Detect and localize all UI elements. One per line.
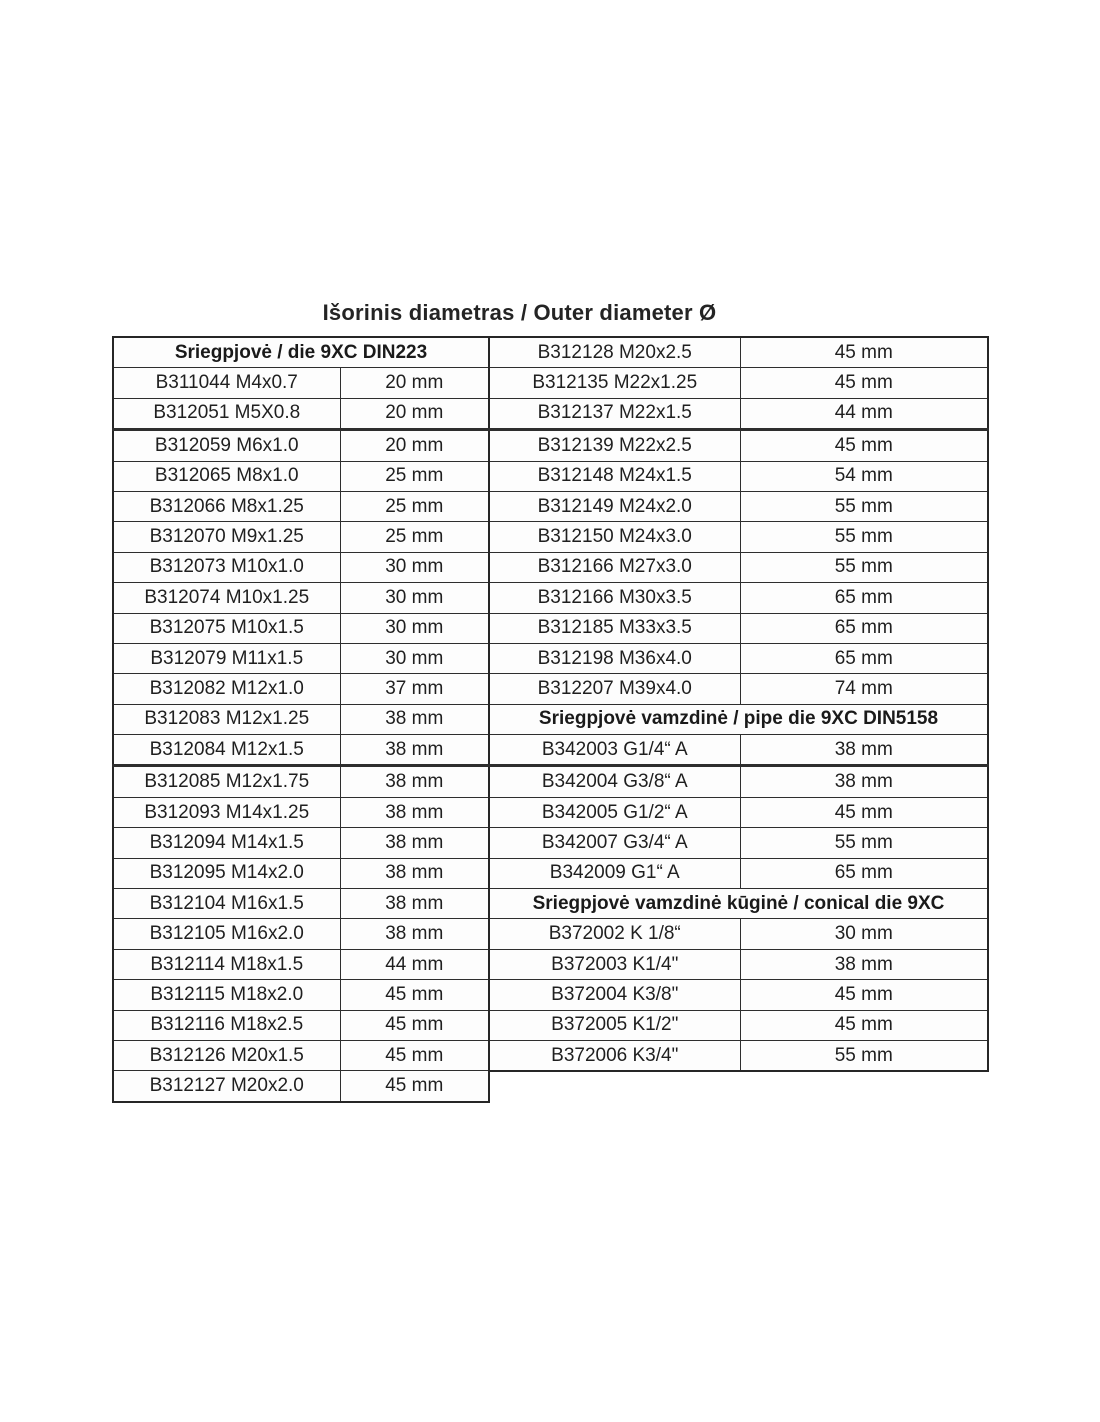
product-code-cell: B312074 M10x1.25 xyxy=(113,583,340,613)
table-row xyxy=(113,522,489,552)
diameter-cell: 45 mm xyxy=(740,797,988,827)
table-row xyxy=(489,398,988,429)
product-code-cell: B312207 M39x4.0 xyxy=(489,674,740,704)
product-code-cell: B312166 M30x3.5 xyxy=(489,583,740,613)
diameter-cell: 25 mm xyxy=(340,491,489,521)
product-code-cell: B312079 M11x1.5 xyxy=(113,643,340,673)
product-code-cell: B342009 G1“ A xyxy=(489,858,740,888)
table-row xyxy=(113,889,489,919)
product-code-cell: B312166 M27x3.0 xyxy=(489,552,740,582)
product-code-cell: B312085 M12x1.75 xyxy=(113,766,340,797)
table-row xyxy=(489,797,988,827)
diameter-cell: 65 mm xyxy=(740,583,988,613)
section-header-row xyxy=(113,337,489,368)
table-row xyxy=(113,552,489,582)
diameter-cell: 45 mm xyxy=(740,1010,988,1040)
diameter-cell: 25 mm xyxy=(340,522,489,552)
diameter-cell: 20 mm xyxy=(340,368,489,398)
table-row xyxy=(489,552,988,582)
product-code-cell: B312082 M12x1.0 xyxy=(113,674,340,704)
table-row xyxy=(113,797,489,827)
pipe-die-table-body xyxy=(489,337,988,1071)
diameter-cell: 55 mm xyxy=(740,828,988,858)
product-code-cell: B311044 M4x0.7 xyxy=(113,368,340,398)
page-title: Išorinis diametras / Outer diameter Ø xyxy=(322,300,717,325)
table-row xyxy=(113,1040,489,1070)
table-row xyxy=(113,735,489,766)
diameter-cell: 30 mm xyxy=(340,613,489,643)
table-row xyxy=(489,735,988,766)
table-row xyxy=(113,674,489,704)
table-row xyxy=(489,583,988,613)
metric-die-table-body xyxy=(113,337,489,1102)
table-row xyxy=(489,919,988,949)
section-header-label: Sriegpjovė vamzdinė / pipe die 9XC DIN5158 xyxy=(489,704,988,734)
table-row xyxy=(489,949,988,979)
diameter-cell: 55 mm xyxy=(740,491,988,521)
diameter-cell: 38 mm xyxy=(340,735,489,766)
product-code-cell: B312065 M8x1.0 xyxy=(113,461,340,491)
product-code-cell: B312127 M20x2.0 xyxy=(113,1071,340,1102)
diameter-cell: 44 mm xyxy=(740,398,988,429)
table-row xyxy=(489,674,988,704)
product-code-cell: B312095 M14x2.0 xyxy=(113,858,340,888)
table-row xyxy=(113,613,489,643)
pipe-die-table xyxy=(488,336,989,1072)
metric-die-table xyxy=(112,336,490,1103)
diameter-cell: 45 mm xyxy=(740,980,988,1010)
diameter-cell: 45 mm xyxy=(740,368,988,398)
diameter-cell: 20 mm xyxy=(340,398,489,429)
section-header-label: Sriegpjovė / die 9XC DIN223 xyxy=(113,337,489,368)
product-code-cell: B312084 M12x1.5 xyxy=(113,735,340,766)
diameter-cell: 38 mm xyxy=(740,735,988,766)
product-code-cell: B312115 M18x2.0 xyxy=(113,980,340,1010)
table-row xyxy=(489,1040,988,1071)
catalog-diameter-section xyxy=(112,300,987,1103)
product-code-cell: B372005 K1/2" xyxy=(489,1010,740,1040)
diameter-cell: 37 mm xyxy=(340,674,489,704)
product-code-cell: B312051 M5X0.8 xyxy=(113,398,340,429)
table-row xyxy=(113,766,489,797)
table-row xyxy=(113,949,489,979)
product-code-cell: B312128 M20x2.5 xyxy=(489,337,740,368)
table-row xyxy=(113,1071,489,1102)
diameter-cell: 45 mm xyxy=(340,1010,489,1040)
diameter-cell: 30 mm xyxy=(340,552,489,582)
diameter-cell: 25 mm xyxy=(340,461,489,491)
product-code-cell: B372004 K3/8" xyxy=(489,980,740,1010)
section-header-label: Sriegpjovė vamzdinė kūginė / conical die 9XC xyxy=(489,889,988,919)
table-row xyxy=(489,337,988,368)
table-row xyxy=(489,1010,988,1040)
diameter-cell: 30 mm xyxy=(340,583,489,613)
table-row xyxy=(489,522,988,552)
diameter-cell: 55 mm xyxy=(740,1040,988,1071)
product-code-cell: B342003 G1/4“ A xyxy=(489,735,740,766)
table-row xyxy=(489,430,988,461)
diameter-cell: 38 mm xyxy=(340,919,489,949)
section-header-row xyxy=(489,704,988,734)
diameter-cell: 38 mm xyxy=(740,949,988,979)
product-code-cell: B342005 G1/2“ A xyxy=(489,797,740,827)
diameter-cell: 38 mm xyxy=(340,889,489,919)
table-row xyxy=(113,858,489,888)
diameter-cell: 45 mm xyxy=(340,1071,489,1102)
table-row xyxy=(113,704,489,734)
diameter-cell: 30 mm xyxy=(340,643,489,673)
diameter-cell: 38 mm xyxy=(340,828,489,858)
product-code-cell: B312059 M6x1.0 xyxy=(113,430,340,461)
diameter-cell: 45 mm xyxy=(340,980,489,1010)
table-row xyxy=(113,583,489,613)
diameter-cell: 54 mm xyxy=(740,461,988,491)
product-code-cell: B372002 K 1/8“ xyxy=(489,919,740,949)
table-row xyxy=(113,461,489,491)
product-code-cell: B372006 K3/4" xyxy=(489,1040,740,1071)
product-code-cell: B312114 M18x1.5 xyxy=(113,949,340,979)
table-row xyxy=(113,828,489,858)
product-code-cell: B312094 M14x1.5 xyxy=(113,828,340,858)
table-row xyxy=(113,398,489,429)
table-row xyxy=(489,980,988,1010)
diameter-cell: 38 mm xyxy=(340,858,489,888)
table-row xyxy=(489,858,988,888)
diameter-cell: 38 mm xyxy=(740,766,988,797)
table-row xyxy=(489,828,988,858)
product-code-cell: B312148 M24x1.5 xyxy=(489,461,740,491)
diameter-cell: 38 mm xyxy=(340,704,489,734)
diameter-cell: 38 mm xyxy=(340,797,489,827)
section-header-row xyxy=(489,889,988,919)
product-code-cell: B312135 M22x1.25 xyxy=(489,368,740,398)
product-code-cell: B312093 M14x1.25 xyxy=(113,797,340,827)
table-row xyxy=(113,643,489,673)
table-row xyxy=(113,491,489,521)
product-code-cell: B312149 M24x2.0 xyxy=(489,491,740,521)
product-code-cell: B312104 M16x1.5 xyxy=(113,889,340,919)
diameter-cell: 45 mm xyxy=(740,430,988,461)
diameter-cell: 55 mm xyxy=(740,552,988,582)
table-row xyxy=(489,643,988,673)
product-code-cell: B342004 G3/8“ A xyxy=(489,766,740,797)
diameter-cell: 55 mm xyxy=(740,522,988,552)
product-code-cell: B312126 M20x1.5 xyxy=(113,1040,340,1070)
product-code-cell: B372003 K1/4" xyxy=(489,949,740,979)
product-code-cell: B312075 M10x1.5 xyxy=(113,613,340,643)
table-row xyxy=(113,919,489,949)
diameter-cell: 45 mm xyxy=(740,337,988,368)
diameter-cell: 30 mm xyxy=(740,919,988,949)
diameter-cell: 65 mm xyxy=(740,643,988,673)
diameter-cell: 45 mm xyxy=(340,1040,489,1070)
table-row xyxy=(489,368,988,398)
product-code-cell: B312137 M22x1.5 xyxy=(489,398,740,429)
product-code-cell: B342007 G3/4“ A xyxy=(489,828,740,858)
product-code-cell: B312066 M8x1.25 xyxy=(113,491,340,521)
diameter-cell: 20 mm xyxy=(340,430,489,461)
diameter-cell: 65 mm xyxy=(740,613,988,643)
product-code-cell: B312150 M24x3.0 xyxy=(489,522,740,552)
diameter-tables xyxy=(112,336,987,1103)
product-code-cell: B312083 M12x1.25 xyxy=(113,704,340,734)
product-code-cell: B312105 M16x2.0 xyxy=(113,919,340,949)
diameter-cell: 74 mm xyxy=(740,674,988,704)
product-code-cell: B312198 M36x4.0 xyxy=(489,643,740,673)
table-row xyxy=(489,613,988,643)
product-code-cell: B312070 M9x1.25 xyxy=(113,522,340,552)
table-row xyxy=(113,980,489,1010)
product-code-cell: B312116 M18x2.5 xyxy=(113,1010,340,1040)
table-row xyxy=(113,430,489,461)
table-row xyxy=(489,766,988,797)
diameter-cell: 38 mm xyxy=(340,766,489,797)
diameter-cell: 44 mm xyxy=(340,949,489,979)
product-code-cell: B312185 M33x3.5 xyxy=(489,613,740,643)
table-row xyxy=(489,461,988,491)
table-row xyxy=(113,368,489,398)
table-row xyxy=(113,1010,489,1040)
product-code-cell: B312139 M22x2.5 xyxy=(489,430,740,461)
product-code-cell: B312073 M10x1.0 xyxy=(113,552,340,582)
diameter-cell: 65 mm xyxy=(740,858,988,888)
table-row xyxy=(489,491,988,521)
